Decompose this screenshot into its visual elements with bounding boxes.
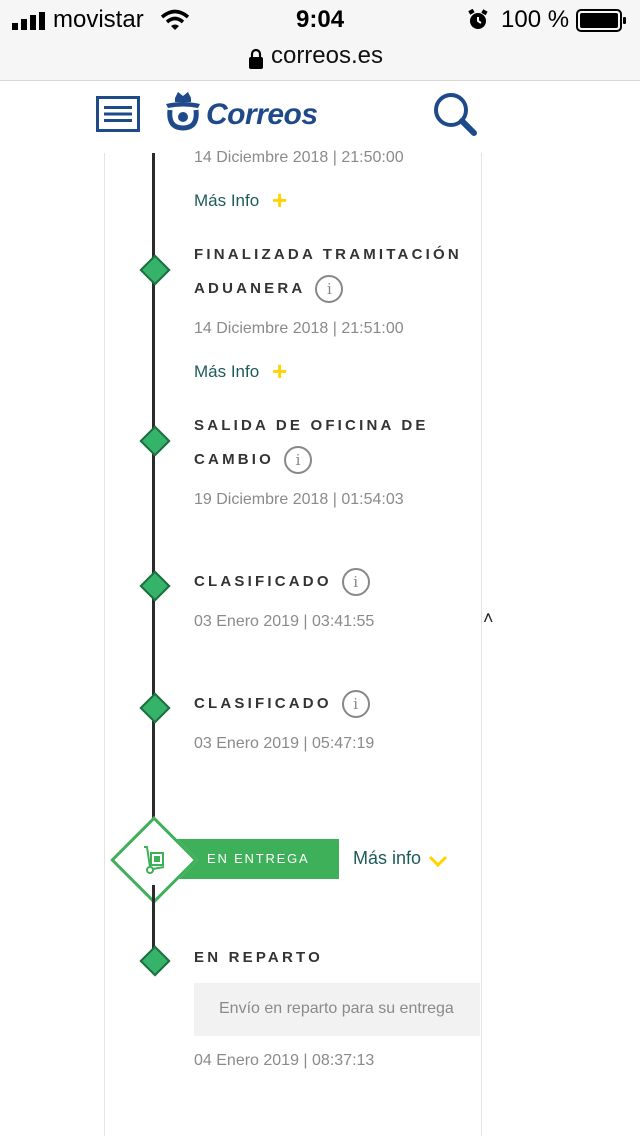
event-title: FINALIZADA TRAMITACIÓN <box>194 246 462 263</box>
event-title-text: CAMBIO <box>194 451 275 468</box>
more-info-toggle[interactable]: Más info <box>353 848 422 868</box>
event-title: SALIDA DE OFICINA DE <box>194 417 429 434</box>
alarm-icon <box>467 9 489 31</box>
event-title-line2 <box>194 272 394 306</box>
event-title-line2 <box>194 443 394 477</box>
event-title: EN REPARTO <box>194 949 323 966</box>
info-icon[interactable]: i <box>342 568 370 596</box>
search-icon[interactable] <box>432 91 478 137</box>
event-title-row <box>194 687 414 721</box>
battery-percentage: 100 % <box>501 6 570 33</box>
site-header <box>0 81 640 153</box>
info-icon[interactable]: i <box>315 275 343 303</box>
event-title-row <box>194 565 414 599</box>
chevron-down-icon[interactable] <box>428 854 448 868</box>
hamburger-menu-icon[interactable] <box>96 96 140 132</box>
info-icon[interactable]: i <box>284 446 312 474</box>
stage-label: EN ENTREGA <box>207 851 310 866</box>
more-info-link[interactable]: Más Info <box>194 362 260 381</box>
status-bar <box>0 0 640 40</box>
event-title-text: CLASIFICADO <box>194 695 332 712</box>
signal-bars-icon <box>12 12 46 30</box>
event-date: 14 Diciembre 2018 | 21:51:00 <box>194 320 404 337</box>
info-icon[interactable]: i <box>342 690 370 718</box>
caret-up-icon[interactable]: ˄ <box>483 608 494 628</box>
address-bar[interactable] <box>0 40 640 81</box>
event-date: 19 Diciembre 2018 | 01:54:03 <box>194 491 404 508</box>
event-date: 03 Enero 2019 | 05:47:19 <box>194 735 375 752</box>
event-date: 04 Enero 2019 | 08:37:13 <box>194 1052 375 1069</box>
plus-icon[interactable]: + <box>272 185 288 215</box>
carrier-name: movistar <box>53 6 144 33</box>
event-title-text: CLASIFICADO <box>194 573 332 590</box>
logo-wordmark: Correos <box>206 98 318 131</box>
url-text[interactable]: correos.es <box>270 42 384 69</box>
wifi-icon <box>160 9 190 31</box>
delivery-cart-icon <box>140 845 166 875</box>
more-info-link[interactable]: Más Info <box>194 191 260 210</box>
clock: 9:04 <box>296 6 345 33</box>
plus-icon[interactable]: + <box>272 356 288 386</box>
correos-logo-icon <box>162 90 204 132</box>
battery-icon <box>576 9 628 33</box>
event-message: Envío en reparto para su entrega <box>219 1000 454 1017</box>
event-title-text: ADUANERA <box>194 280 306 297</box>
event-date: 03 Enero 2019 | 03:41:55 <box>194 613 375 630</box>
event-date: 14 Diciembre 2018 | 21:50:00 <box>194 149 404 166</box>
